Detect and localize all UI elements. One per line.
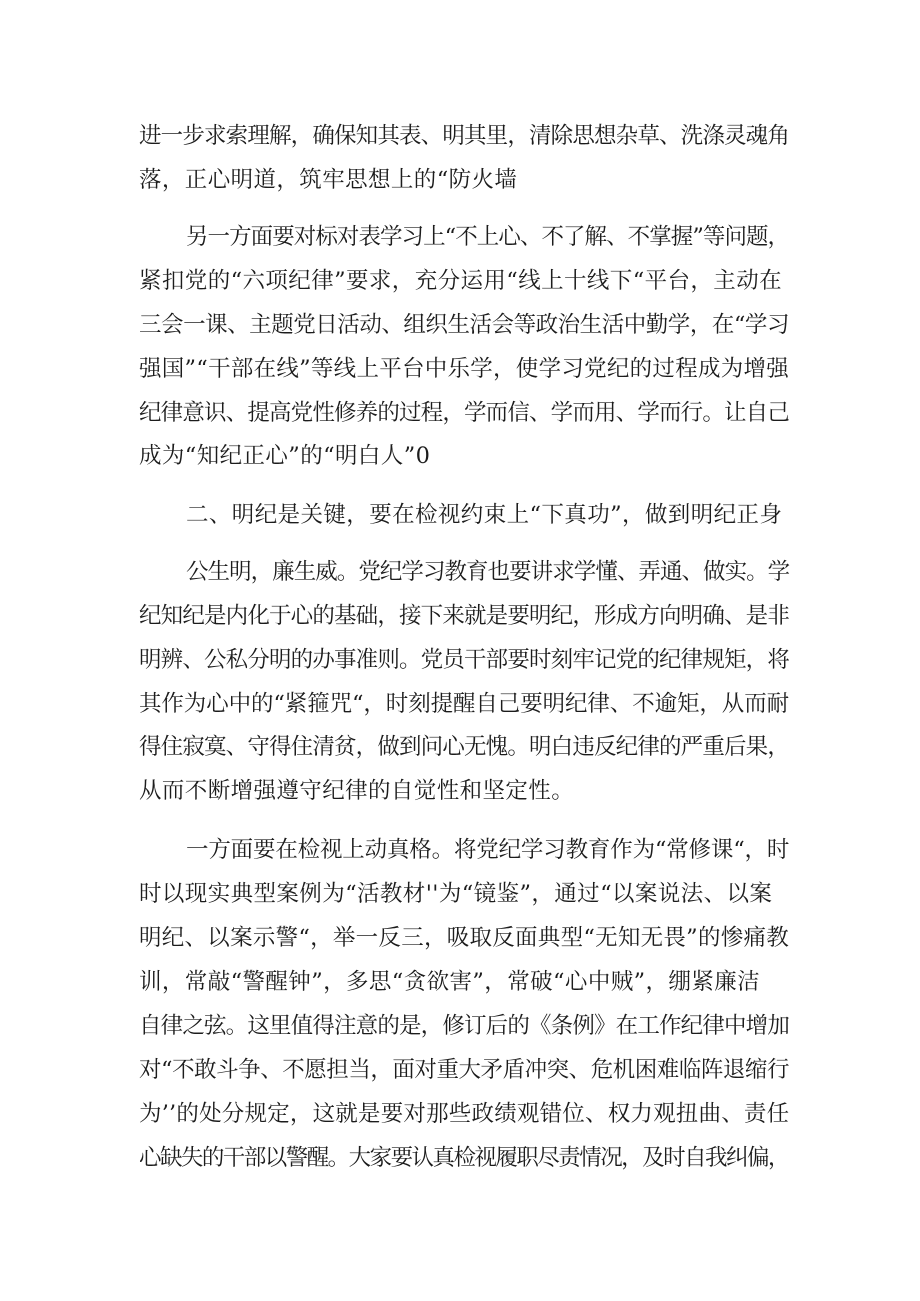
text-line: 明纪、以案示警“，举一反三，吸取反面典型“无知无畏”的惨痛教 xyxy=(139,925,790,951)
text-line: 得住寂寞、守得住清贫，做到问心无愧。明白违反纪律的严重后果， xyxy=(139,734,790,760)
text-line: 纪知纪是内化于心的基础，接下来就是要明纪，形成方向明确、是非 xyxy=(139,603,790,629)
text-line: 强国”“干部在线”等线上平台中乐学，使学习党纪的过程成为增强 xyxy=(139,356,790,382)
text-line: 明辨、公私分明的办事准则。党员干部要时刻牢记党的纪律规矩，将 xyxy=(139,647,790,673)
text-line: 另一方面要对标对表学习上“不上心、不了解、不掌握”等问题， xyxy=(186,224,790,250)
text-line: 公生明，廉生威。党纪学习教育也要讲求学懂、弄通、做实。学 xyxy=(186,559,790,585)
text-line: 进一步求索理解，确保知其表、明其里，清除思想杂草、洗涤灵魂角 xyxy=(139,123,790,149)
text-line: 成为“知纪正心”的“明白人”0 xyxy=(139,443,431,469)
text-line: 紧扣党的“六项纪律”要求，充分运用“线上十线下“平台，主动在 xyxy=(139,268,783,294)
text-line: 对“不敢斗争、不愿担当，面对重大矛盾冲突、危机困难临阵退缩行 xyxy=(139,1057,790,1083)
text-line: 为’’的处分规定，这就是要对那些政绩观错位、权力观扭曲、责任 xyxy=(139,1101,790,1127)
text-line: 一方面要在检视上动真格。将党纪学习教育作为“常修课“，时 xyxy=(186,837,790,863)
text-line: 三会一课、主题党日活动、组织生活会等政治生活中勤学，在“学习 xyxy=(139,312,790,338)
text-line: 从而不断增强遵守纪律的自觉性和坚定性。 xyxy=(139,778,575,804)
text-line: 心缺失的干部以警醒。大家要认真检视履职尽责情况，及时自我纠偏， xyxy=(139,1145,789,1171)
text-line: 自律之弦。这里值得注意的是，修订后的《条例》在工作纪律中增加 xyxy=(139,1013,790,1039)
section-heading: 二、明纪是关键，要在检视约束上“下真功”，做到明纪正身 xyxy=(186,502,783,528)
text-line: 时以现实典型案例为“活教材''为“镜鉴”，通过“以案说法、以案 xyxy=(139,881,773,907)
text-line: 训，常敲“警醒钟”，多思“贪欲害”，常破“心中贼”，绷紧廉洁 xyxy=(139,969,761,995)
text-line: 纪律意识、提高党性修养的过程，学而信、学而用、学而行。让自己 xyxy=(139,400,790,426)
text-line: 落，正心明道，筑牢思想上的“防火墙 xyxy=(139,167,518,193)
text-line: 其作为心中的“紧箍咒“，时刻提醒自己要明纪律、不逾矩，从而耐 xyxy=(139,691,790,717)
